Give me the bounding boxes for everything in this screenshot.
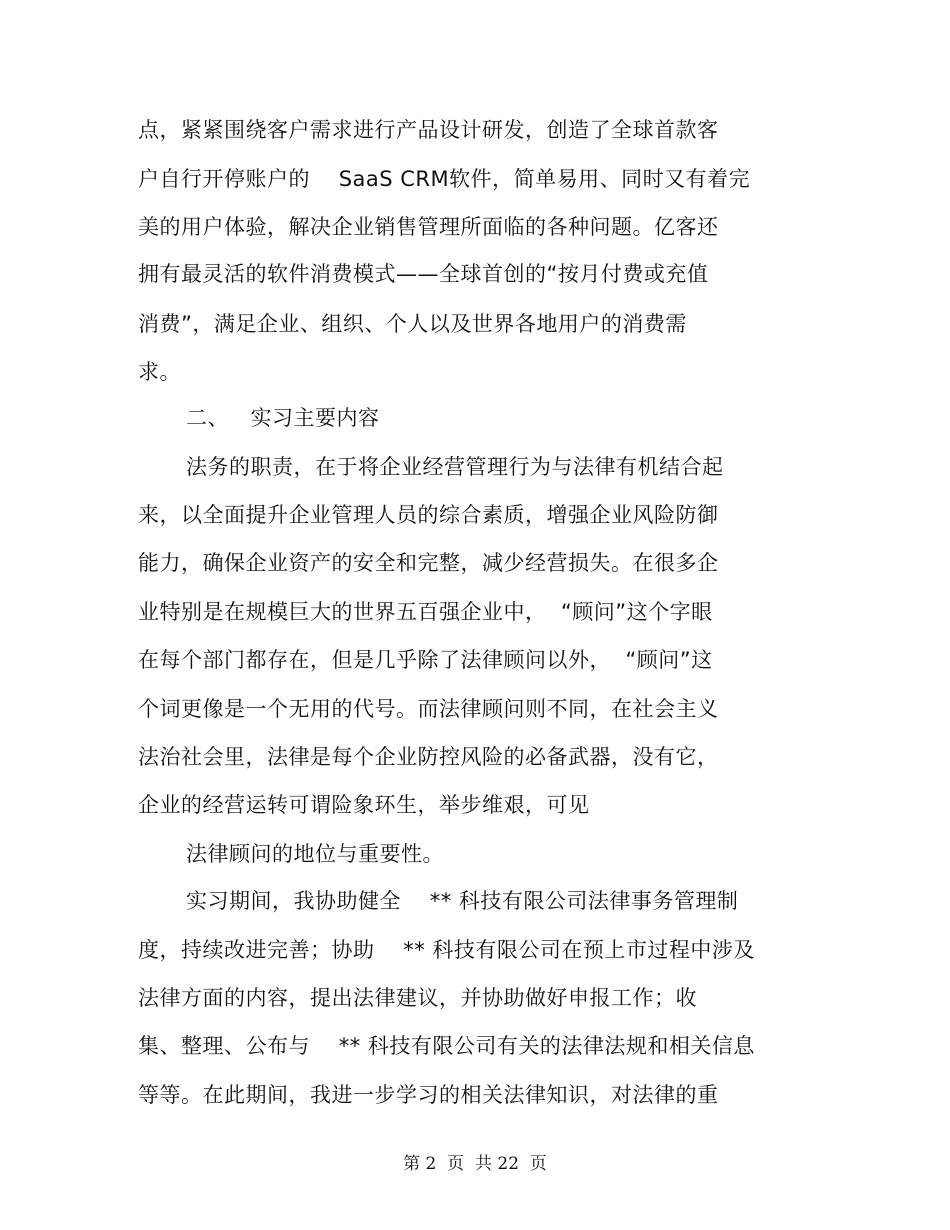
text-line-17: 实习期间，我协助健全 ** 科技有限公司法律事务管理制 (186, 889, 739, 913)
text-line-1: 点，紧紧围绕客户需求进行产品设计研发，创造了全球首款客 (138, 118, 719, 142)
text-line-13: 个词更像是一个无用的代号。而法律顾问则不同，在社会主义 (138, 697, 719, 721)
text-line-18: 度，持续改进完善；协助 ** 科技有限公司在预上市过程中涉及 (138, 938, 755, 962)
text-line-14: 法治社会里，法律是每个企业防控风险的必备武器，没有它， (138, 745, 719, 769)
text-line-15: 企业的经营运转可谓险象环生，举步维艰，可见 (138, 793, 590, 817)
text-line-8: 法务的职责，在于将企业经营管理行为与法律有机结合起 (186, 455, 724, 479)
text-line-10: 能力，确保企业资产的安全和完整，减少经营损失。在很多企 (138, 551, 719, 575)
section-heading: 二、 实习主要内容 (186, 406, 380, 430)
text-line-19: 法律方面的内容，提出法律建议，并协助做好申报工作；收 (138, 986, 697, 1010)
text-line-11: 业特别是在规模巨大的世界五百强企业中， “顾问”这个字眼 (138, 600, 713, 624)
text-line-4: 拥有最灵活的软件消费模式——全球首创的“按月付费或充值 (138, 262, 709, 286)
text-line-6: 求。 (138, 360, 181, 384)
text-line-2: 户自行开停账户的 SaaS CRM软件，简单易用、同时又有着完 (138, 167, 751, 191)
page-footer: 第 2 页 共 22 页 (403, 1154, 547, 1174)
text-line-5: 消费”，满足企业、组织、个人以及世界各地用户的消费需 (138, 312, 687, 336)
text-line-9: 来，以全面提升企业管理人员的综合素质，增强企业风险防御 (138, 503, 719, 527)
text-line-20: 集、整理、公布与 ** 科技有限公司有关的法律法规和相关信息 (138, 1034, 755, 1058)
text-line-3: 美的用户体验，解决企业销售管理所面临的各种问题。亿客还 (138, 215, 719, 239)
text-line-21: 等等。在此期间，我进一步学习的相关法律知识，对法律的重 (138, 1083, 719, 1107)
text-line-12: 在每个部门都存在，但是几乎除了法律顾问以外， “顾问”这 (138, 648, 713, 672)
text-line-16: 法律顾问的地位与重要性。 (186, 842, 444, 866)
